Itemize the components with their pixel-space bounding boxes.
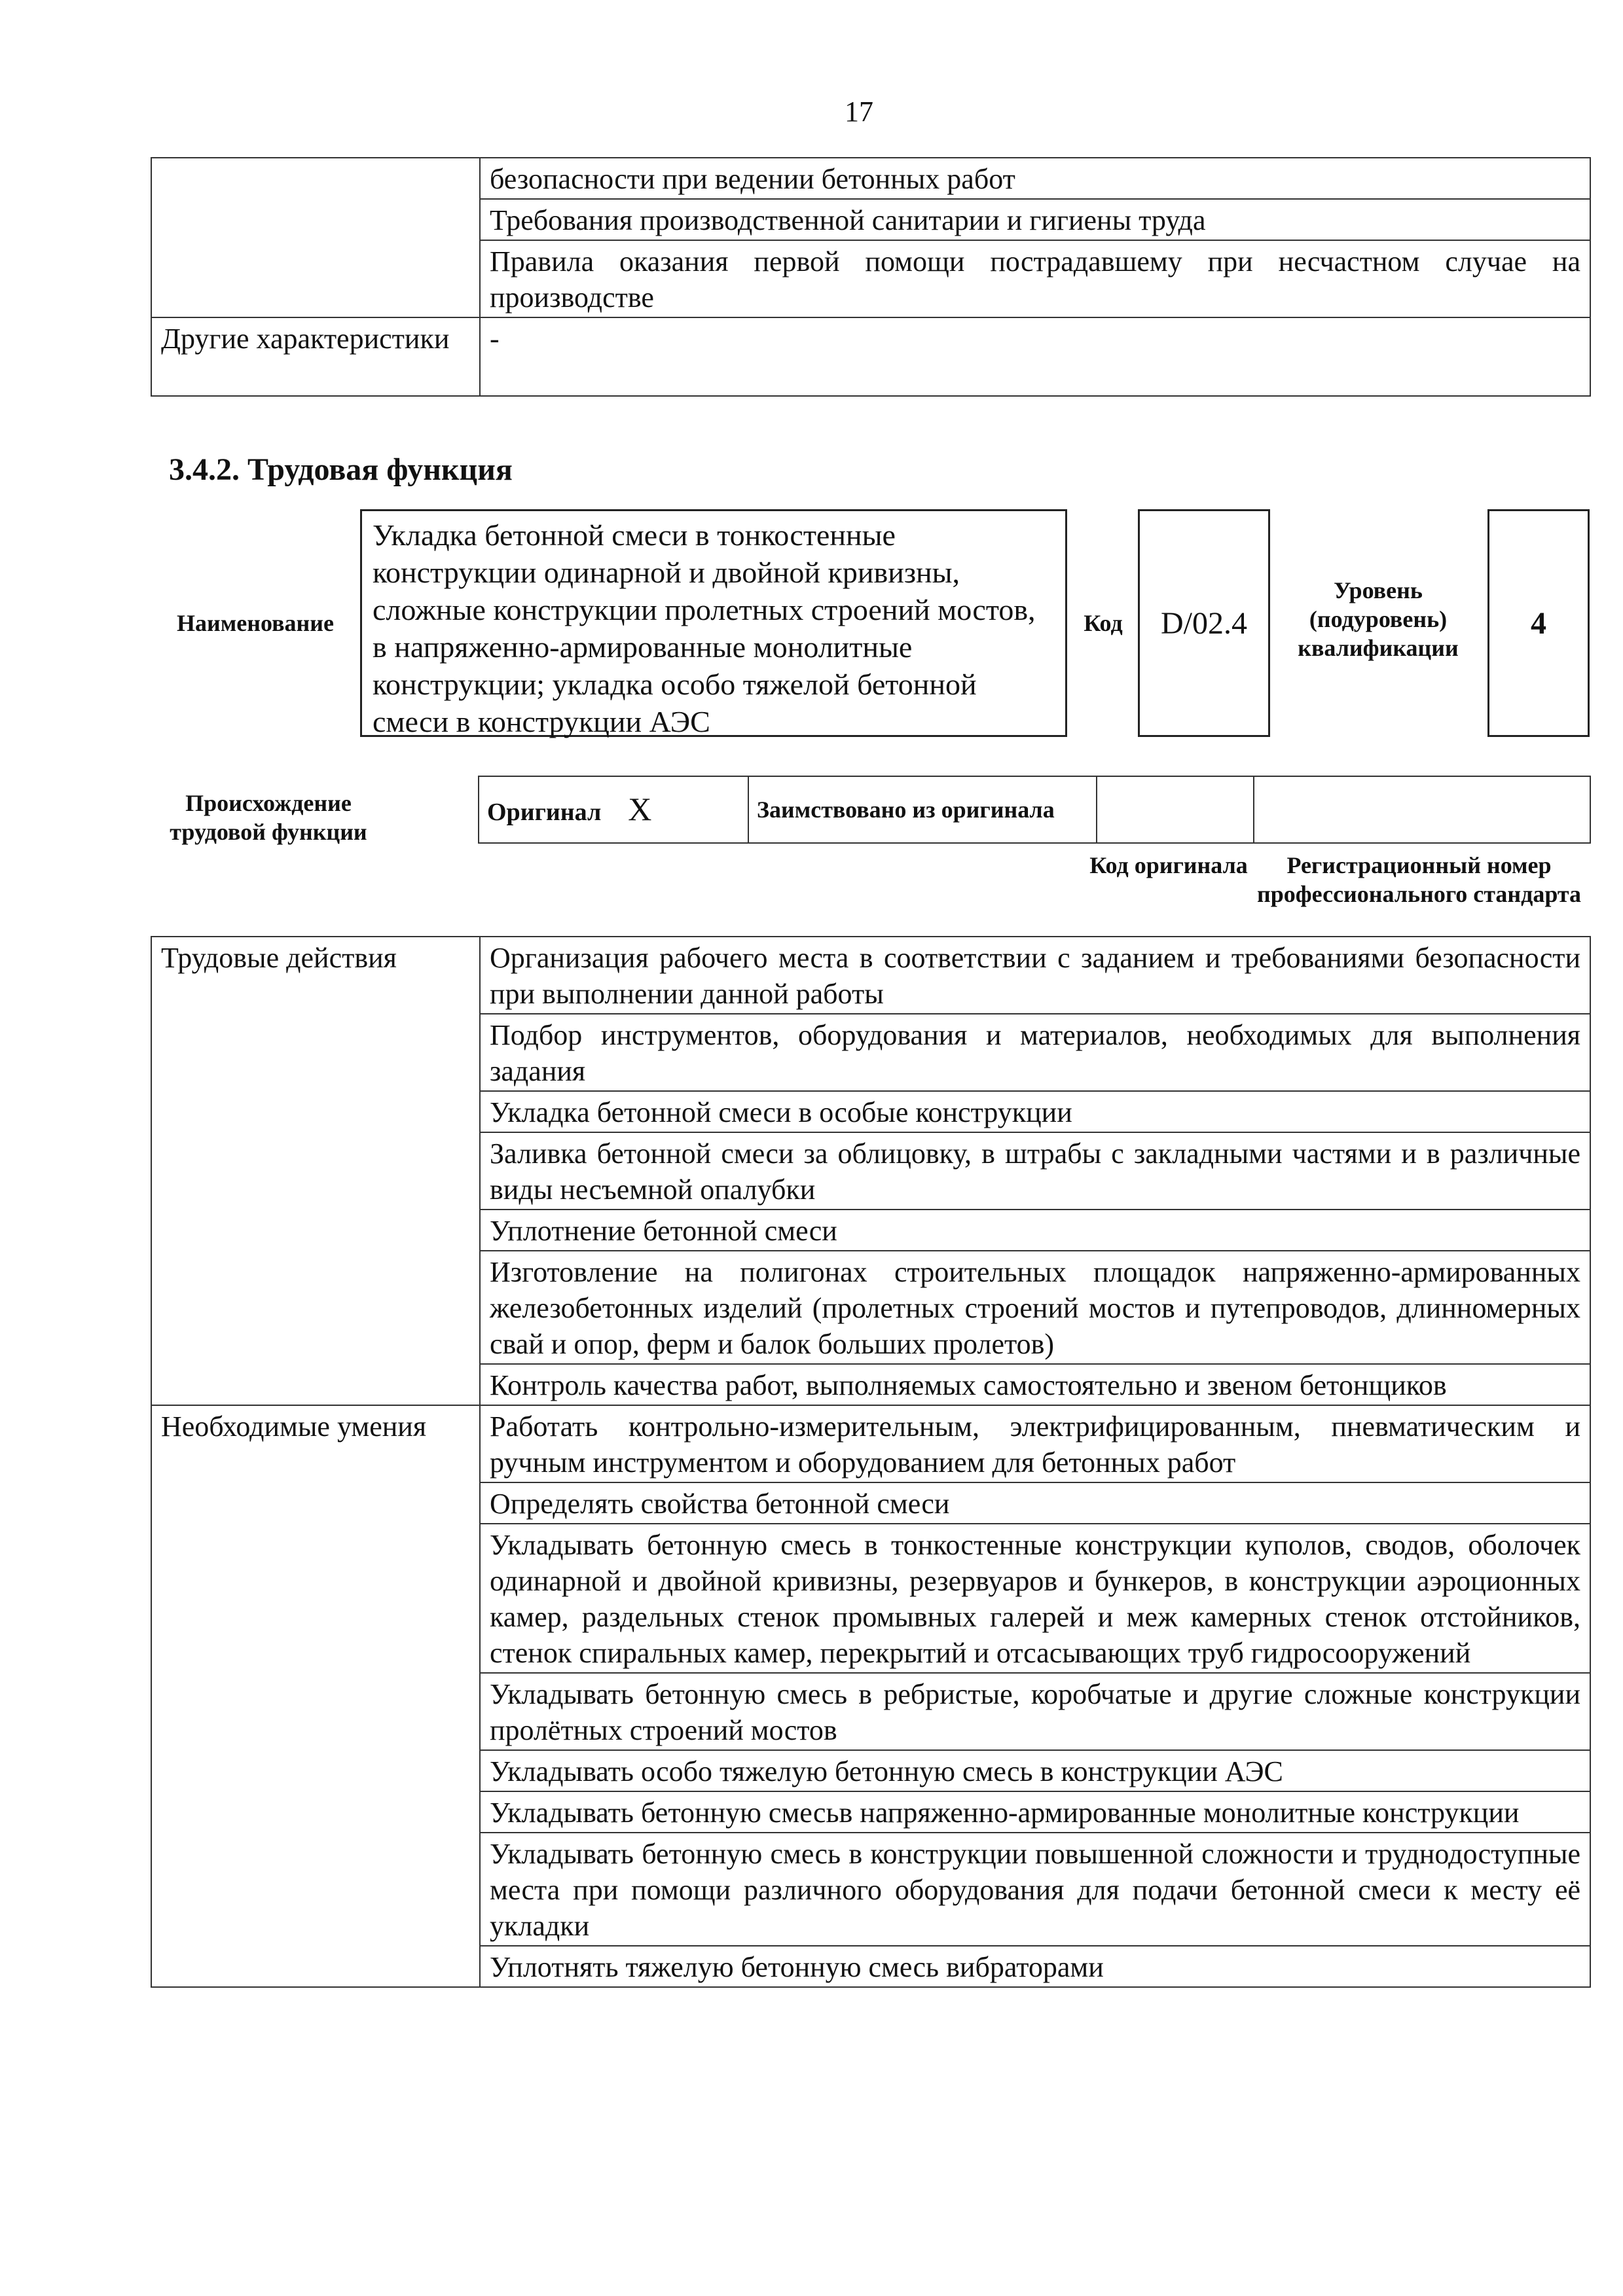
original-cell — [479, 776, 748, 843]
list-item: Работать контрольно-измерительным, электрифицированным, пневматическим и ручным инструментом и оборудованием для бетонных работ — [480, 1405, 1590, 1482]
table-row — [151, 317, 1590, 396]
table-row — [479, 776, 1590, 843]
list-item: Организация рабочего места в соответствии с заданием и требованиями безопасности при выполнении данной работы — [480, 937, 1590, 1014]
original-label: Оригинал — [487, 798, 602, 826]
origin-label: Происхождение трудовой функции — [170, 790, 367, 845]
function-name-box: Укладка бетонной смеси в тонкостенные конструкции одинарной и двойной кривизны, сложные конструкции пролетных строений мостов, в напряженно-армированные монолитные конструкции; укладка особо тяжелой бетонной смеси в конструкции АЭС — [360, 509, 1067, 737]
page-number: 17 — [845, 96, 873, 128]
list-item: Укладывать бетонную смесь в тонкостенные конструкции куполов, сводов, оболочек одинарной и двойной кривизны, резервуаров и бункеров, в конструкции аэроционных камер, раздельных стенок промывных галерей и меж камерных стенок отстойников, стенок спиральных камер, перекрытий и отсасывающих труб гидросооружений — [480, 1524, 1590, 1673]
original-mark: X — [628, 790, 652, 827]
table-row — [151, 937, 1590, 1014]
list-item: Подбор инструментов, оборудования и материалов, необходимых для выполнения задания — [480, 1014, 1590, 1091]
list-item: Контроль качества работ, выполняемых самостоятельно и звеном бетонщиков — [480, 1364, 1590, 1405]
code-caption: Код оригинала — [1089, 852, 1248, 878]
code-label: Код — [1084, 610, 1123, 636]
function-details-table — [151, 936, 1591, 1988]
list-item: Уплотнять тяжелую бетонную смесь вибраторами — [480, 1946, 1590, 1987]
code-value-box: D/02.4 — [1138, 509, 1270, 737]
section-label-skills: Необходимые умения — [151, 1405, 480, 1987]
list-item: Укладывать бетонную смесь в ребристые, коробчатые и другие сложные конструкции пролётных строений мостов — [480, 1673, 1590, 1750]
section-heading: 3.4.2. Трудовая функция — [169, 452, 513, 487]
name-label: Наименование — [177, 610, 334, 636]
section-label-actions: Трудовые действия — [151, 937, 480, 1405]
list-item: Изготовление на полигонах строительных площадок напряженно-армированных железобетонных изделий (пролетных строений мостов и путепроводов, длинномерных свай и опор, ферм и балок больших пролетов) — [480, 1251, 1590, 1364]
row-label — [151, 158, 480, 317]
table-cell: Правила оказания первой помощи пострадавшему при несчастном случае на производстве — [480, 240, 1590, 317]
level-value-box: 4 — [1487, 509, 1590, 737]
origin-table — [478, 776, 1591, 844]
list-item: Укладывать особо тяжелую бетонную смесь в конструкции АЭС — [480, 1750, 1590, 1791]
reg-caption: Регистрационный номер профессионального стандарта — [1257, 852, 1581, 907]
table-row — [151, 1405, 1590, 1482]
table-cell: Требования производственной санитарии и гигиены труда — [480, 199, 1590, 240]
borrowed-label: Заимствовано из оригинала — [748, 776, 1097, 843]
original-code-cell — [1097, 776, 1254, 843]
row-label: Другие характеристики — [151, 317, 480, 396]
table-row — [151, 158, 1590, 199]
level-label: Уровень (подуровень) квалификации — [1298, 577, 1459, 661]
list-item: Уплотнение бетонной смеси — [480, 1210, 1590, 1251]
list-item: Укладка бетонной смеси в особые конструкции — [480, 1091, 1590, 1132]
table-cell: - — [480, 317, 1590, 396]
list-item: Укладывать бетонную смесь в конструкции повышенной сложности и труднодоступные места при помощи различного оборудования для подачи бетонной смеси к месту её укладки — [480, 1833, 1590, 1946]
list-item: Определять свойства бетонной смеси — [480, 1482, 1590, 1524]
continuation-table — [151, 157, 1591, 397]
table-cell: безопасности при ведении бетонных работ — [480, 158, 1590, 199]
list-item: Заливка бетонной смеси за облицовку, в штрабы с закладными частями и в различные виды несъемной опалубки — [480, 1132, 1590, 1210]
reg-number-cell — [1254, 776, 1590, 843]
list-item: Укладывать бетонную смесьв напряженно-армированные монолитные конструкции — [480, 1791, 1590, 1833]
